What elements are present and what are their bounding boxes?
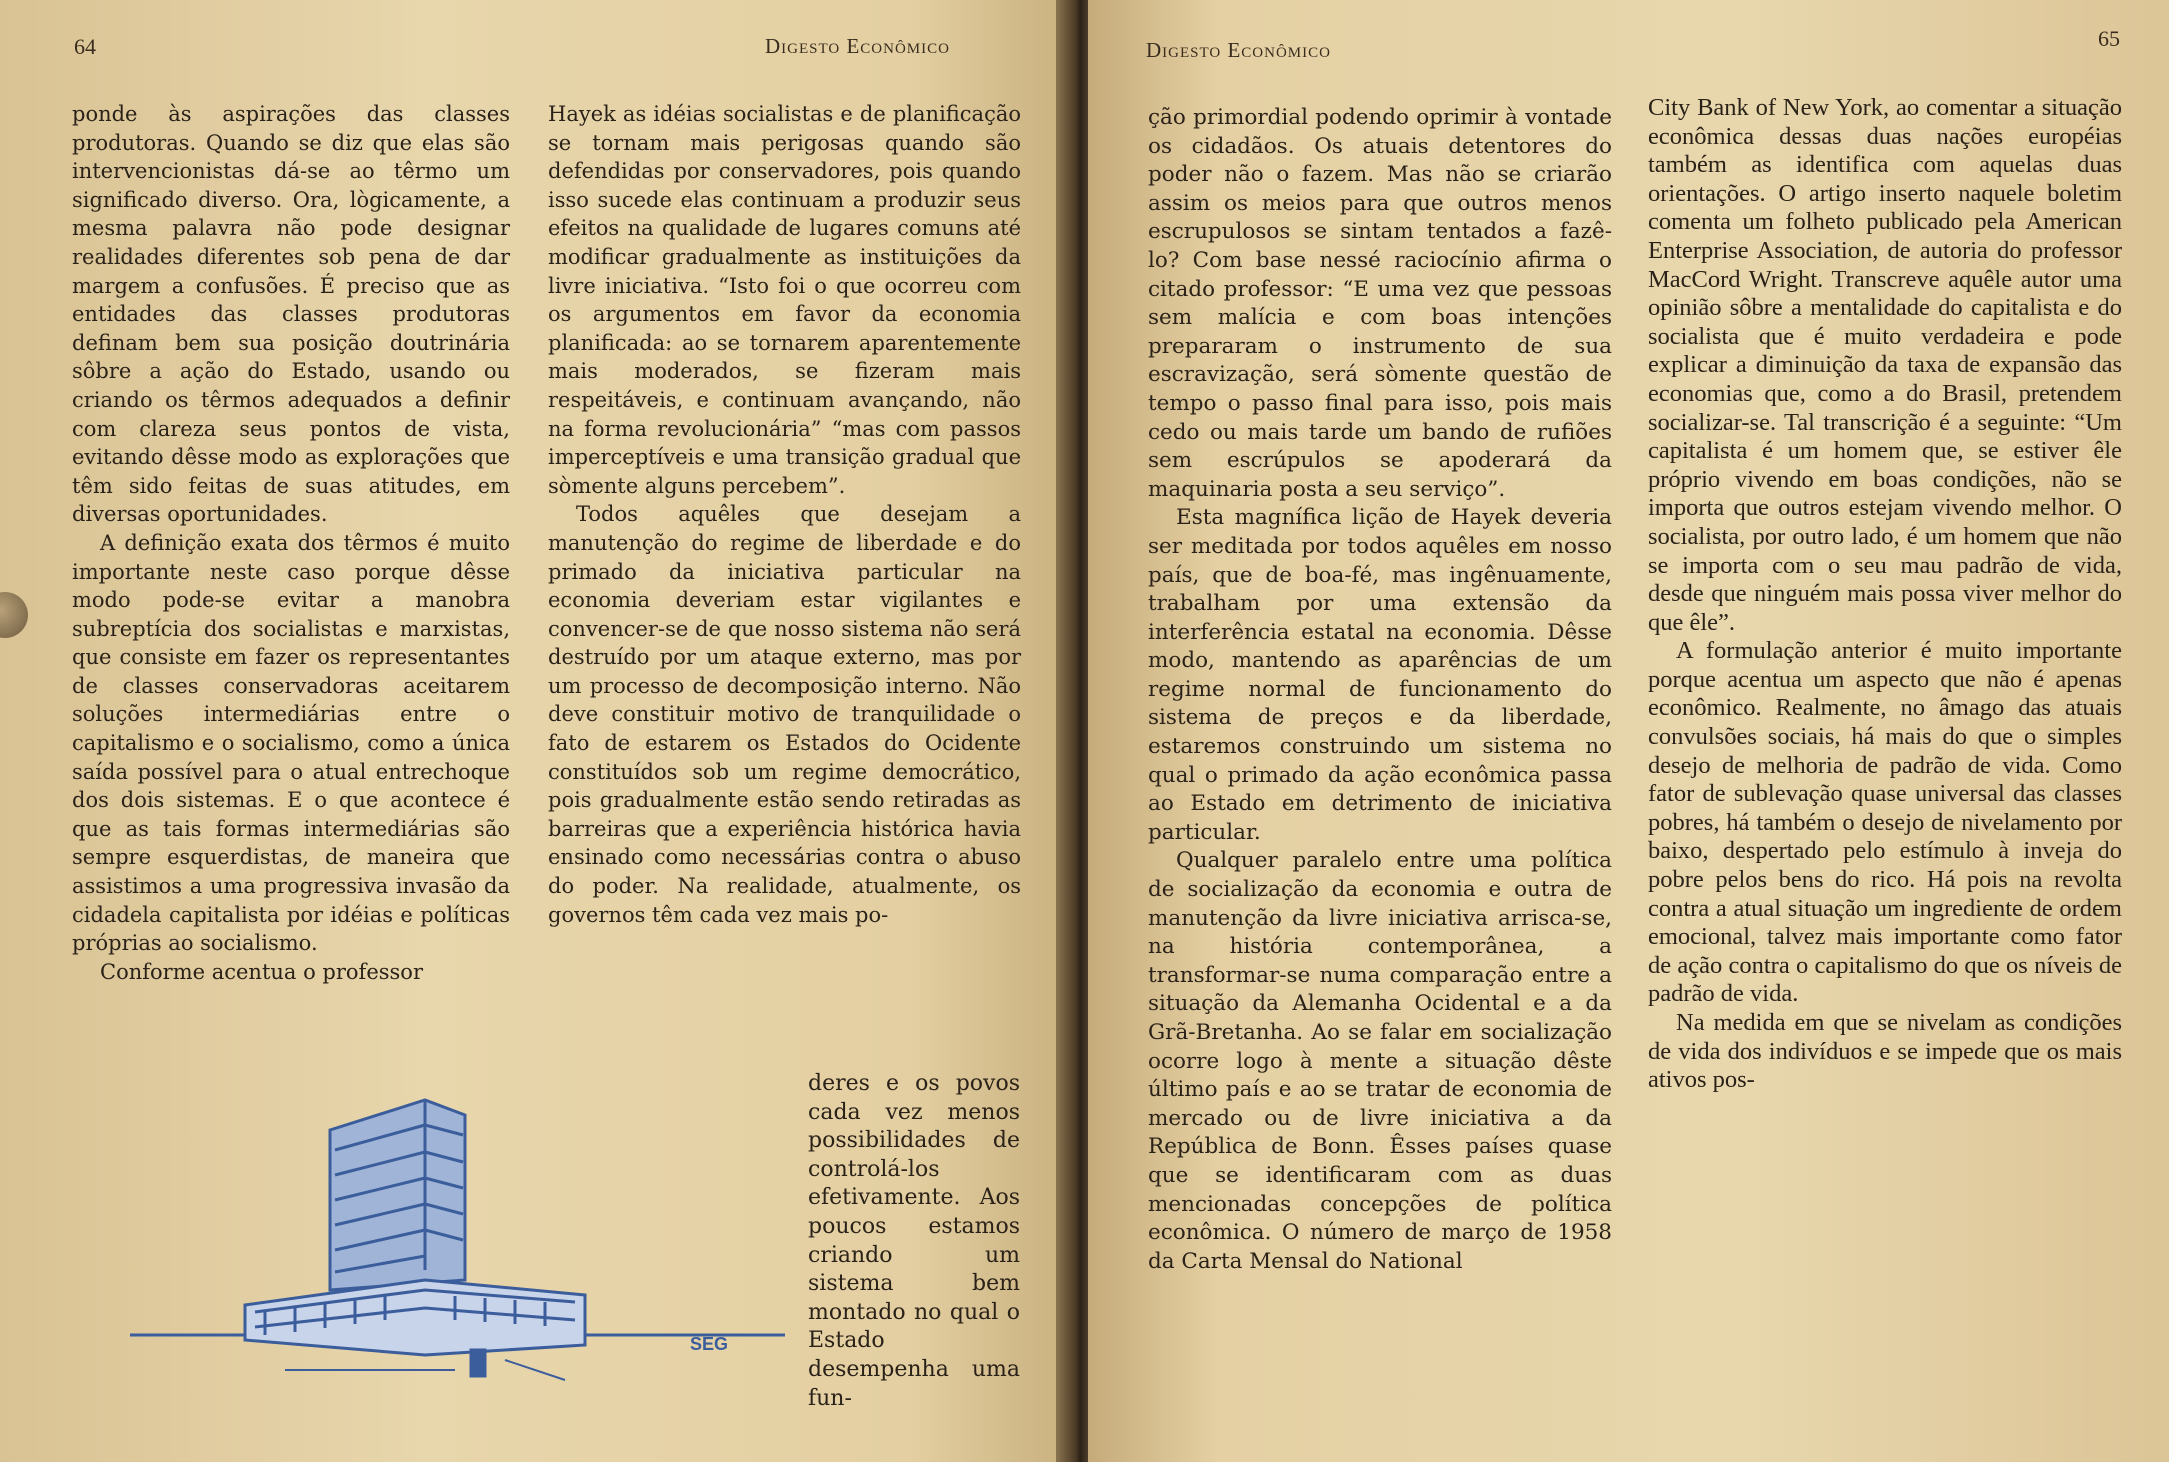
paragraph: Todos aquêles que desejam a manutenção do regime de liberdade e do primado da iniciativa particular na economia deveriam estar vigilantes e convencer-se de que nosso sistema não será destruído por um ataque externo, mas por um processo de decomposição interno. Não deve constituir motivo de tranquilidade o fato de estarem os Estados do Ocidente constituídos sob um regime democrático, pois gradualmente estão sendo retiradas as barreiras que a experiência histórica havia ensinado como necessárias contra o abuso do poder. Na realidade, atualmente, os governos têm cada vez mais po- <box>548 502 1021 927</box>
punch-hole <box>0 592 28 638</box>
paragraph: Qualquer paralelo entre uma política de socialização da economia e outra de manutenção da livre iniciativa arrisca-se, na história contemporânea, a transformar-se numa comparação entre a situação da Alemanha Ocidental e a da Grã-Bretanha. Ao se falar em socialização ocorre logo à mente a situação dêste último país e ao se tratar de economia de mercado ou de livre iniciativa a da República de Bonn. Êsses países quase que se identificaram com as duas mencionadas concepções de política econômica. O número de março de 1958 da Carta Mensal do National <box>1148 848 1612 1274</box>
paragraph: A definição exata dos têrmos é muito importante neste caso porque dêsse modo pode-se evitar a manobra subreptícia dos socialistas e marxistas, que consiste em fazer os representantes de classes conservadoras aceitarem soluções intermediárias entre o capitalismo e o socialismo, como a única saída possível para o atual entrechoque dos dois sistemas. E o que acontece é que as tais formas intermediárias são sempre esquerdistas, de maneira que assistimos a uma progressiva invasão da cidadela capitalista por idéias e políticas próprias ao socialismo. <box>72 530 510 956</box>
page-number-left: 64 <box>74 34 96 59</box>
page-number-right: 65 <box>2098 26 2120 51</box>
paragraph: Conforme acentua o professor <box>100 959 423 984</box>
building-illustration <box>125 1080 795 1400</box>
running-head-left: Digesto Econômico <box>765 34 950 58</box>
paragraph: ponde às aspirações das classes produtoras. Quando se diz que elas são intervencionistas dá-se ao têrmo um significado diverso. Ora, lògicamente, a mesma palavra não pode designar realidades diferentes sob pena de dar margem a confusões. É preciso que as entidades das classes produtoras definam bem sua posição doutrinária sôbre a ação do Estado, usando ou criando os têrmos adequados a definir com clareza seus pontos de vista, evitando dêsse modo as explorações que têm sido feitas de suas atitudes, em diversas oportunidades. <box>72 102 510 527</box>
paragraph: A formulação anterior é muito importante porque acentua um aspecto que não é apenas econômico. Realmente, no âmago das atuais convulsões sociais, há mais do que o simples desejo de melhoria de padrão de vida. Como fator de sublevação quase universal das classes pobres, há também o desejo de nivelamento por baixo, despertado pelo estímulo à inveja do pobre pelos bens do rico. Há pois na revolta contra a atual situação um ingrediente de ordem emocional, talvez mais importante como fator de ação contra o capitalismo do que os níveis de padrão de vida. <box>1648 637 2122 1008</box>
left-column-2 <box>548 100 1021 929</box>
running-head-right: Digesto Econômico <box>1146 38 1331 62</box>
right-column-1 <box>1148 104 1612 1276</box>
paragraph: ção primordial podendo oprimir à vontade os cidadãos. Os atuais detentores do poder não o fazem. Mas não se criarão assim os meios para que outros menos escrupulosos se sintam tentados a fazê-lo? Com base nessé raciocínio afirma o citado professor: “E uma vez que pessoas sem malícia e com boas intenções prepararam o instrumento de sua escravização, será sòmente questão de tempo o passo final para isso, pois mais cedo ou mais tarde um bando de rufiões sem escrúpulos se apoderará da maquinaria posta a seu serviço”. <box>1148 105 1612 502</box>
left-column-1 <box>72 100 510 986</box>
paragraph: Na medida em que se nivelam as condições de vida dos indivíduos e se impede que os mais ativos pos- <box>1648 1009 2122 1094</box>
paragraph: Esta magnífica lição de Hayek deveria ser meditada por todos aquêles em nosso país, que de boa-fé, mas ingênuamente, trabalham por uma extensão da interferência estatal na economia. Dêsse modo, mantendo as aparências de um regime normal de funcionamento do sistema de preços e da liberdade, estaremos construindo um sistema no qual o primado da ação econômica passa ao Estado em detrimento de iniciativa particular. <box>1148 505 1612 845</box>
paragraph: City Bank of New York, ao comentar a situação econômica dessas duas nações européias também as identifica com aquelas duas orientações. O artigo inserto naquele boletim comenta um folheto publicado pela American Enterprise Association, de autoria do professor MacCord Wright. Transcreve aquêle autor uma opinião sôbre a mentalidade do capitalista e do socialista que é muito verdadeira e pode explicar a diminuição da taxa de expansão das economias que, como a do Brasil, pretendem socializar-se. Tal transcrição é a seguinte: “Um capitalista é um homem que, se estiver êle próprio vivendo em boas condições, não se importa que outros estejam vivendo melhor. O socialista, por outro lado, é um homem que não se importa com o seu mau padrão de vida, desde que ninguém mais possa viver melhor do que êle”. <box>1648 94 2122 636</box>
right-column-2 <box>1648 94 2122 1095</box>
illustration-signature: SEG <box>690 1334 729 1354</box>
paragraph: Hayek as idéias socialistas e de planificação se tornam mais perigosas quando são defendidas por conservadores, pois quando isso sucede elas continuam a produzir seus efeitos na qualidade de lugares comuns até modificar gradualmente as instituições da livre iniciativa. “Isto foi o que ocorreu com os argumentos em favor da economia planificada: ao se tornarem aparentemente mais moderados, se fizeram mais respeitáveis, e continuam avançando, não na forma revolucionária” “mas com passos imperceptíveis e uma transição gradual que sòmente alguns percebem”. <box>548 102 1021 498</box>
right-page <box>1088 0 2169 1462</box>
left-column-2-continued: deres e os povos cada vez menos possibilidades de controlá-los efetivamente. Aos poucos estamos criando um sistema bem montado no qual o Estado desempenha uma fun- <box>808 1071 1020 1411</box>
left-page <box>0 0 1070 1462</box>
